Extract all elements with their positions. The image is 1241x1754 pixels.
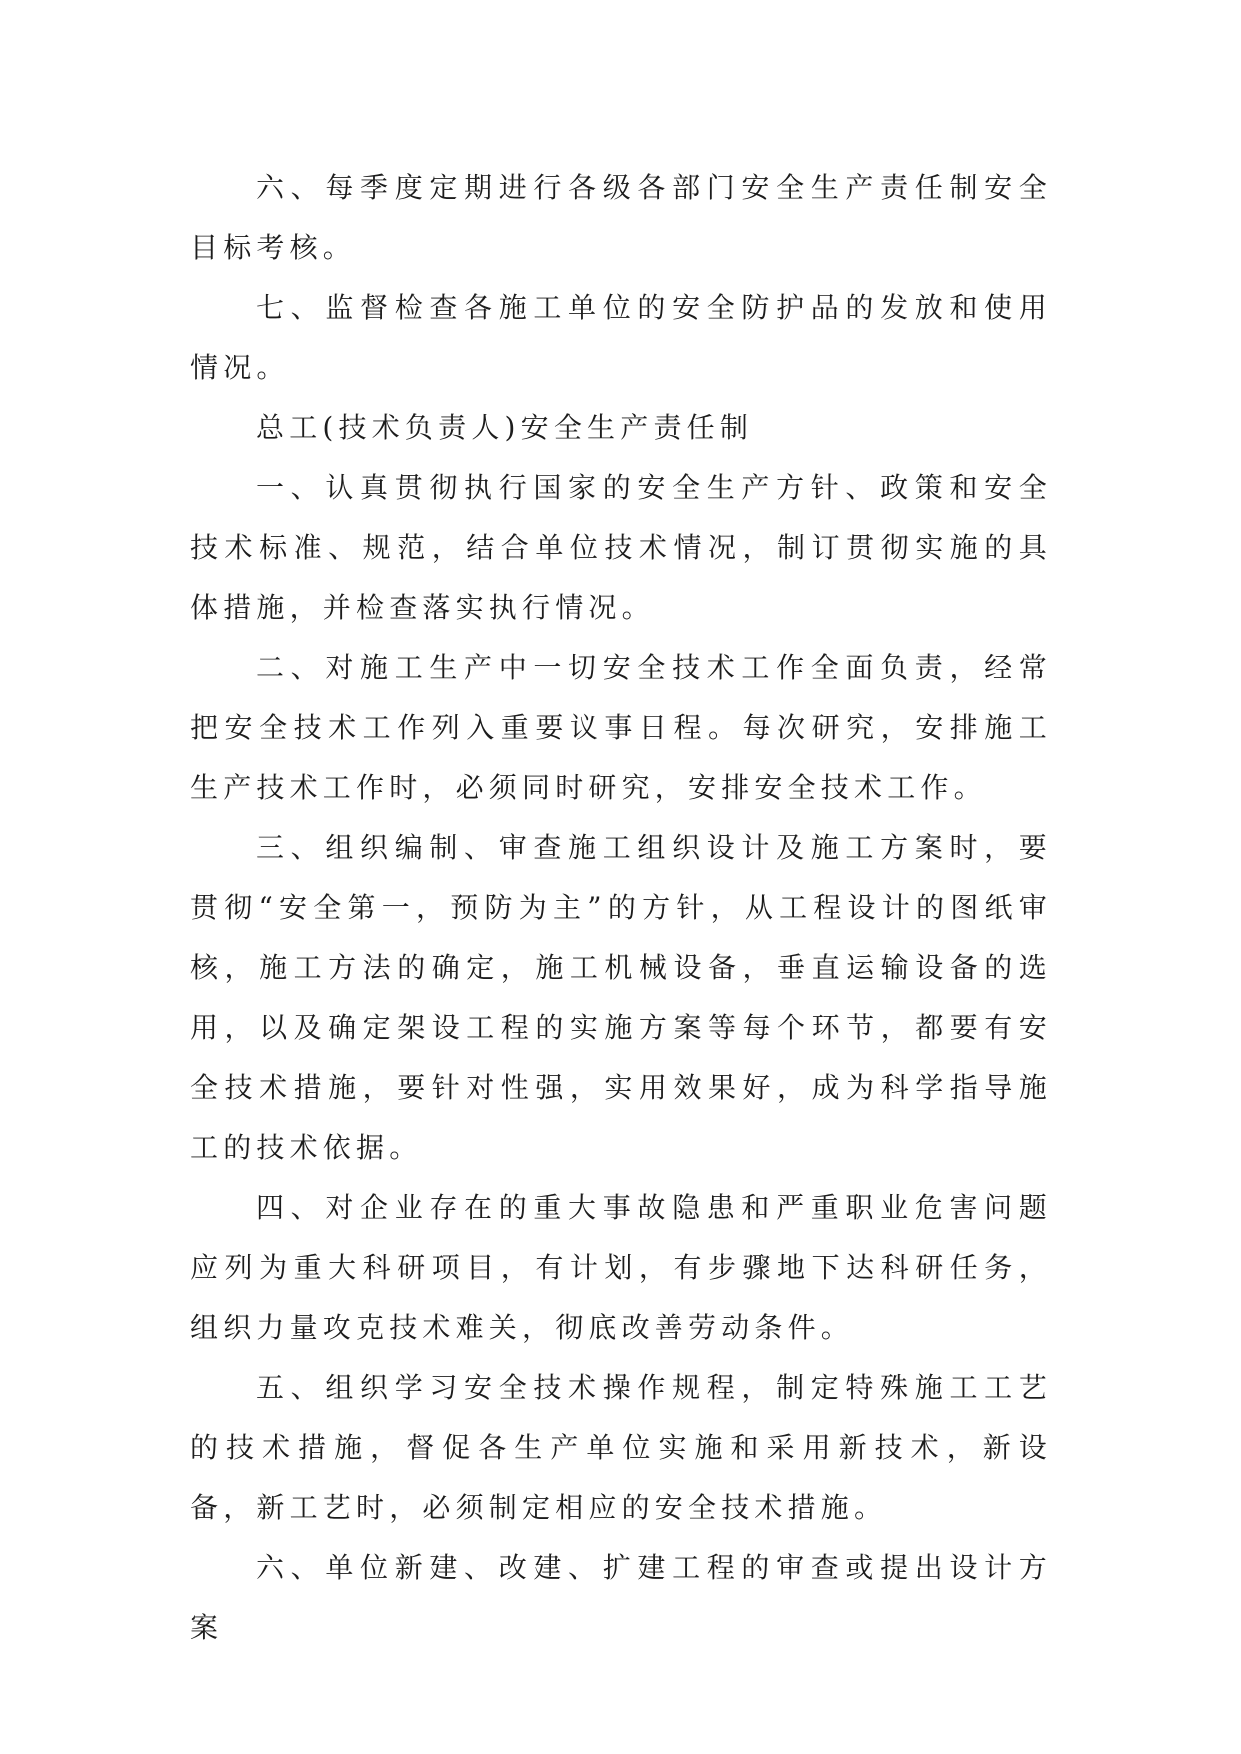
paragraph-item-1-implement-policy: 一、认真贯彻执行国家的安全生产方针、政策和安全技术标准、规范，结合单位技术情况，制订贯彻实施的具体措施，并检查落实执行情况。 xyxy=(190,471,1052,624)
paragraph-item-6-quarterly-assessment: 六、每季度定期进行各级各部门安全生产责任制安全目标考核。 xyxy=(190,171,1052,264)
paragraph-item-3-construction-design: 三、组织编制、审查施工组织设计及施工方案时，要贯彻“安全第一，预防为主”的方针，从工程设计的图纸审核，施工方法的确定，施工机械设备，垂直运输设备的选用，以及确定架设工程的实施方案等每个环节，都要有安全技术措施，要针对性强，实用效果好，成为科学指导施工的技术依据。 xyxy=(190,831,1052,1164)
paragraph-item-7-protective-equipment: 七、监督检查各施工单位的安全防护品的发放和使用情况。 xyxy=(190,291,1052,384)
section-heading-chief-engineer: 总工(技术负责人)安全生产责任制 xyxy=(256,411,754,444)
paragraph-item-2-technical-responsibility: 二、对施工生产中一切安全技术工作全面负责，经常把安全技术工作列入重要议事日程。每次研究，安排施工生产技术工作时，必须同时研究，安排安全技术工作。 xyxy=(190,651,1052,804)
document-body xyxy=(190,158,1052,1658)
paragraph-item-4-major-hazards: 四、对企业存在的重大事故隐患和严重职业危害问题应列为重大科研项目，有计划，有步骤地下达科研任务，组织力量攻克技术难关，彻底改善劳动条件。 xyxy=(190,1191,1052,1344)
paragraph-item-6-new-construction: 六、单位新建、改建、扩建工程的审查或提出设计方案 xyxy=(190,1551,1052,1644)
paragraph-item-5-operating-procedures: 五、组织学习安全技术操作规程，制定特殊施工工艺的技术措施，督促各生产单位实施和采用新技术，新设备，新工艺时，必须制定相应的安全技术措施。 xyxy=(190,1371,1052,1524)
